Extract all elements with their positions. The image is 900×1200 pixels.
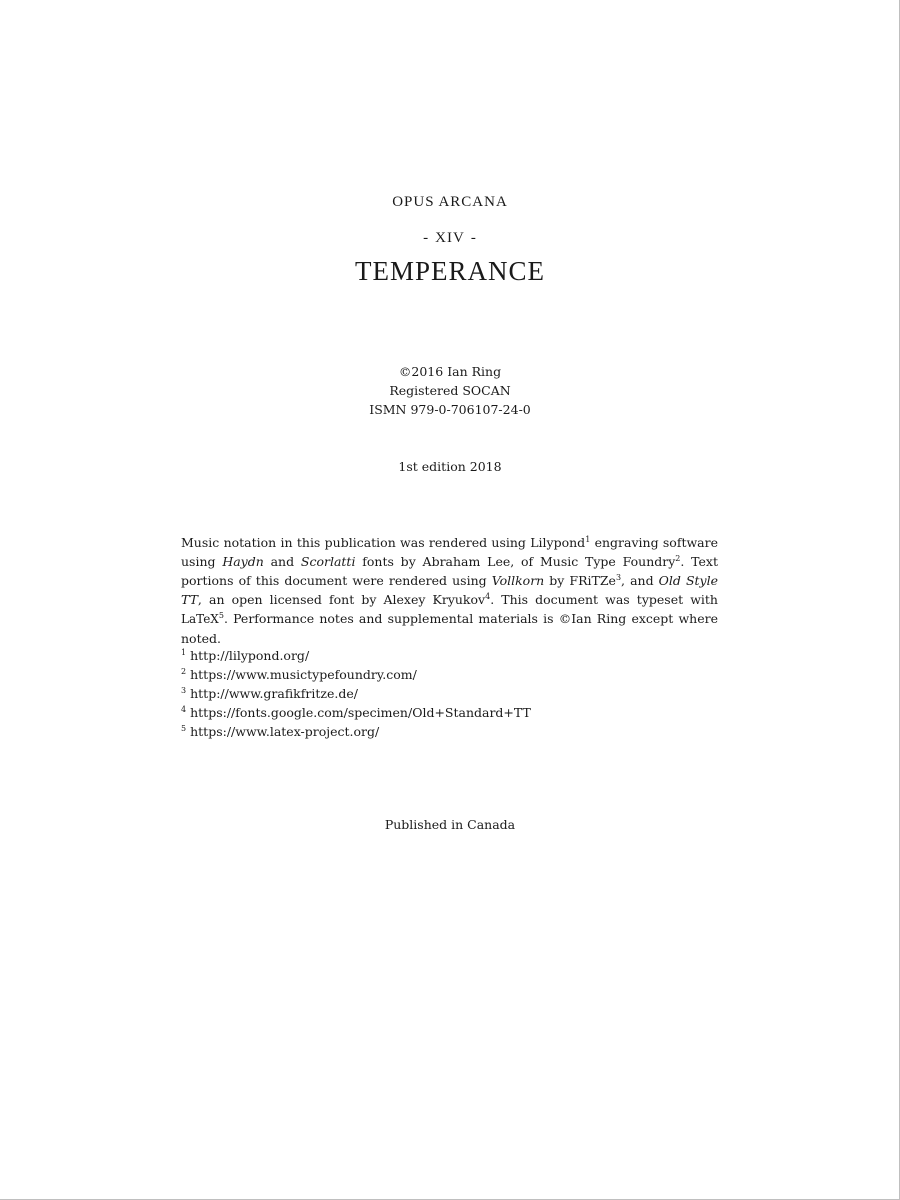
font-name: Vollkorn: [491, 573, 545, 588]
footnote-item: [181, 703, 718, 722]
footnote-item: [181, 646, 718, 665]
credits-text: engraving software using: [181, 535, 718, 569]
footnote-number: 2: [181, 667, 187, 676]
registration-line: Registered SOCAN: [389, 383, 511, 398]
font-name: Haydn: [222, 554, 264, 569]
footnote-link[interactable]: https://fonts.google.com/specimen/Old+Standard+TT: [190, 705, 531, 720]
edition-line: 1st edition 2018: [398, 459, 502, 474]
published-line: Published in Canada: [384, 817, 516, 832]
footnote-ref: 4: [485, 592, 491, 601]
latex-logo: LaTeX: [181, 612, 219, 626]
footnote-ref: 5: [218, 611, 224, 620]
footnote-link[interactable]: http://lilypond.org/: [190, 648, 310, 663]
credits-text: . This document was typeset with: [490, 592, 718, 607]
footnote-number: 1: [181, 648, 187, 657]
footnote-link[interactable]: https://www.latex-project.org/: [190, 724, 380, 739]
credits-text: by FRiTZe: [544, 573, 616, 588]
font-name: Old Style TT: [181, 573, 718, 607]
dash-left: -: [423, 230, 430, 246]
footnote-number: 5: [181, 724, 187, 733]
font-name: Scorlatti: [300, 554, 356, 569]
footnote-link[interactable]: https://www.musictypefoundry.com/: [190, 667, 417, 682]
copyright-line: ©2016 Ian Ring: [398, 364, 502, 379]
credits-text: and: [263, 554, 301, 569]
credits-paragraph: [181, 533, 718, 648]
series-title: OPUS ARCANA: [392, 194, 508, 210]
footnote-number: 4: [181, 705, 187, 714]
credits-text: . Performance notes and supplemental materials is ©Ian Ring except where noted.: [181, 611, 718, 646]
footnote-ref: 3: [615, 573, 622, 582]
credits-text: fonts by Abraham Lee, of Music Type Foundry: [355, 554, 676, 569]
dash-right: -: [470, 230, 477, 246]
page-title: TEMPERANCE: [354, 256, 545, 286]
footnote-ref: 1: [585, 535, 591, 544]
footnote-item: [181, 684, 718, 703]
footnote-item: [181, 665, 718, 684]
credits-text: . Text portions of this document were rendered using: [181, 554, 718, 588]
footnote-link[interactable]: http://www.grafikfritze.de/: [190, 686, 358, 701]
copyright-block: [0, 362, 900, 419]
volume-numeral: XIV: [435, 230, 465, 246]
footnote-number: 3: [181, 686, 187, 695]
ismn-line: ISMN 979-0-706107-24-0: [369, 402, 531, 417]
footnote-list: [181, 646, 718, 741]
footnote-ref: 2: [675, 554, 681, 563]
credits-text: , an open licensed font by Alexey Kryukov: [197, 592, 486, 607]
credits-text: Music notation in this publication was rendered using Lilypond: [181, 535, 586, 550]
volume-number: [0, 230, 900, 247]
credits-text: , and: [621, 573, 659, 588]
footnote-item: [181, 722, 718, 741]
